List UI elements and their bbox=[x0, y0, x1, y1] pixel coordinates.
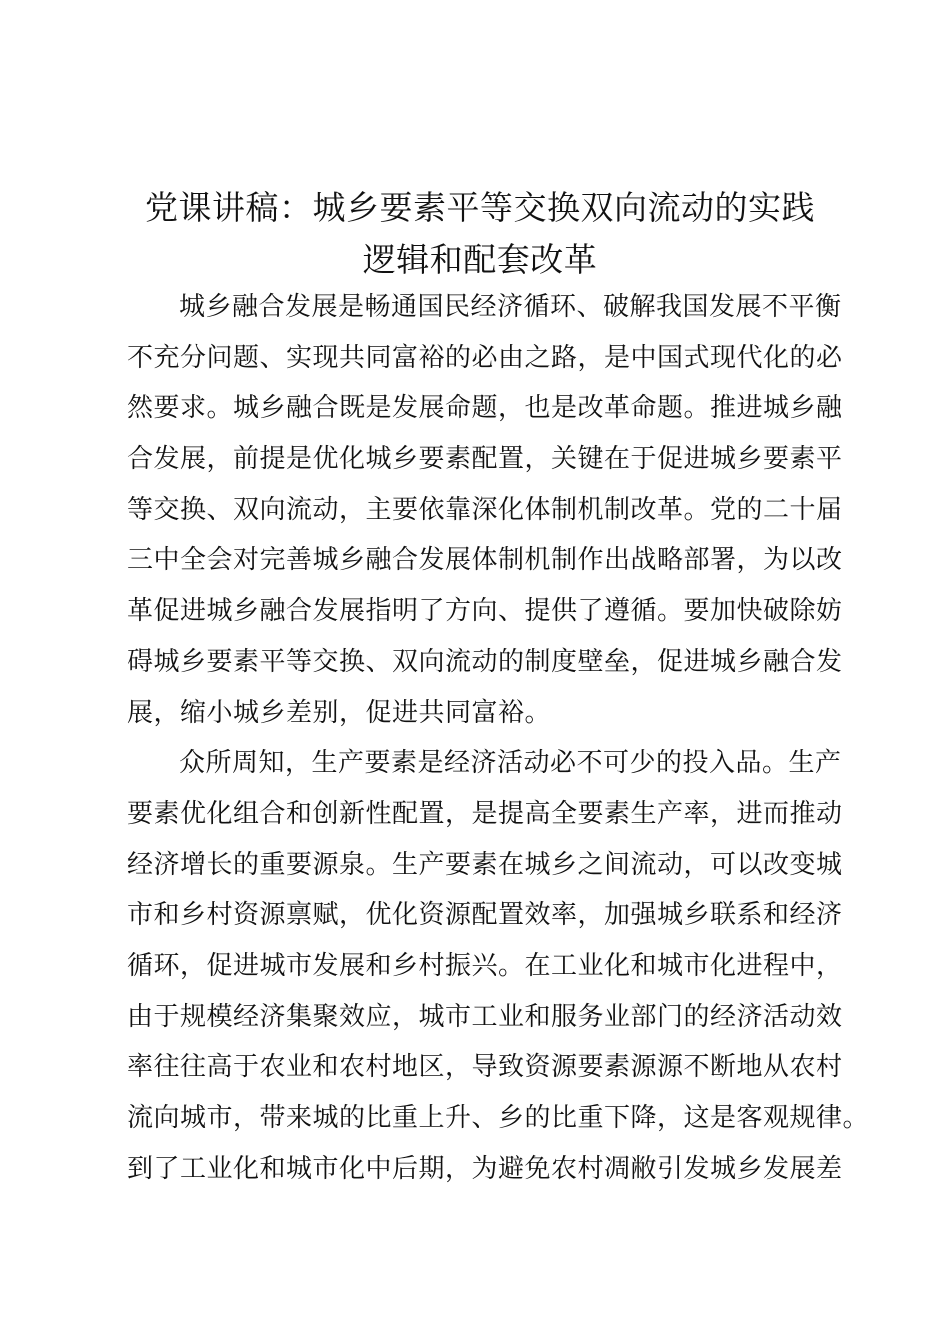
document-title bbox=[110, 182, 850, 286]
paragraph-line: 展，缩小城乡差别，促进共同富裕。 bbox=[127, 697, 552, 728]
paragraph-line: 城乡融合发展是畅通国民经济循环、破解我国发展不平衡 bbox=[179, 292, 842, 322]
title-line: 党课讲稿：城乡要素平等交换双向流动的实践 bbox=[145, 188, 815, 227]
paragraph-line: 然要求。城乡融合既是发展命题，也是改革命题。推进城乡融 bbox=[127, 393, 843, 424]
paragraph-line: 不充分问题、实现共同富裕的必由之路，是中国式现代化的必 bbox=[127, 342, 843, 373]
paragraph-line: 等交换、双向流动，主要依靠深化体制机制改革。党的二十届 bbox=[127, 494, 843, 525]
document-body bbox=[127, 282, 870, 1194]
paragraph-line: 由于规模经济集聚效应，城市工业和服务业部门的经济活动效 bbox=[127, 1001, 843, 1032]
paragraph-line: 三中全会对完善城乡融合发展体制机制作出战略部署，为以改 bbox=[127, 545, 843, 576]
paragraph-line: 率往往高于农业和农村地区，导致资源要素源源不断地从农村 bbox=[127, 1052, 843, 1083]
paragraph bbox=[127, 282, 847, 738]
paragraph-line: 市和乡村资源禀赋，优化资源配置效率，加强城乡联系和经济 bbox=[127, 900, 843, 931]
paragraph-line: 到了工业化和城市化中后期，为避免农村凋敝引发城乡发展差 bbox=[127, 1153, 843, 1184]
paragraph-line: 碍城乡要素平等交换、双向流动的制度壁垒，促进城乡融合发 bbox=[127, 646, 843, 677]
paragraph-line: 流向城市，带来城的比重上升、乡的比重下降，这是客观规律。 bbox=[127, 1103, 870, 1133]
paragraph-line: 革促进城乡融合发展指明了方向、提供了遵循。要加快破除妨 bbox=[127, 596, 843, 627]
paragraph-line: 合发展，前提是优化城乡要素配置，关键在于促进城乡要素平 bbox=[127, 444, 843, 475]
title-line: 逻辑和配套改革 bbox=[362, 240, 598, 279]
paragraph bbox=[127, 738, 870, 1194]
paragraph-line: 众所周知，生产要素是经济活动必不可少的投入品。生产 bbox=[179, 748, 842, 779]
paragraph-line: 循环，促进城市发展和乡村振兴。在工业化和城市化进程中， bbox=[127, 950, 843, 981]
paragraph-line: 要素优化组合和创新性配置，是提高全要素生产率，进而推动 bbox=[127, 798, 843, 829]
paragraph-line: 经济增长的重要源泉。生产要素在城乡之间流动，可以改变城 bbox=[127, 849, 843, 880]
